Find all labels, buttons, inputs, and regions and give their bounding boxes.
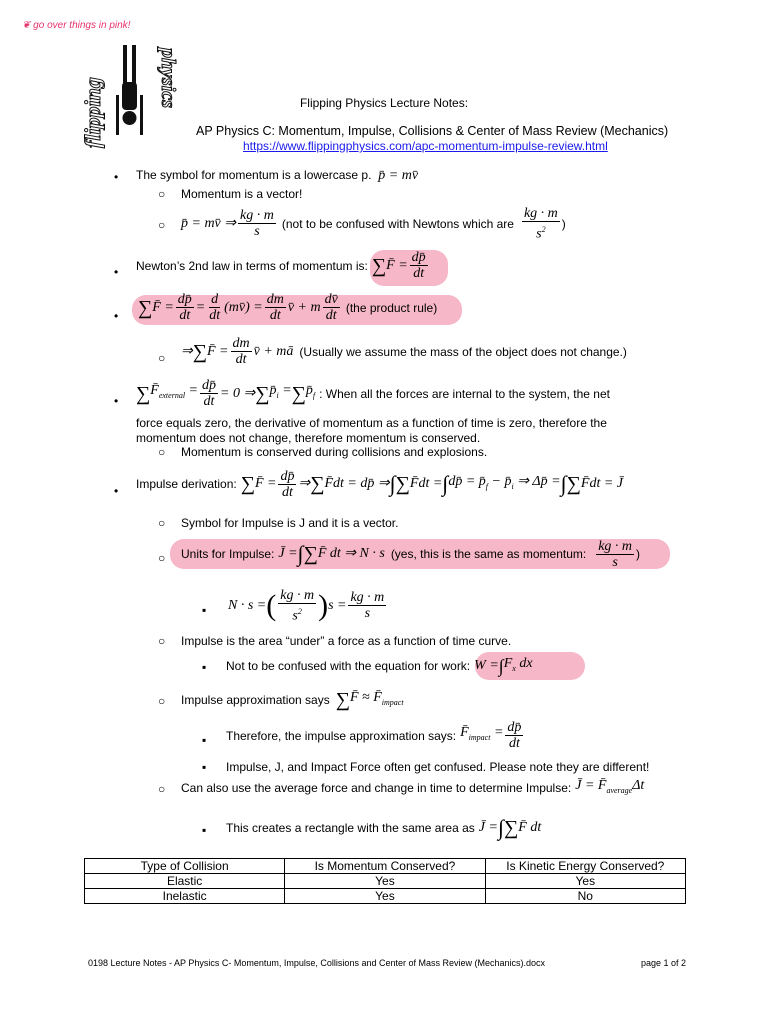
- momentum-vector-text: Momentum is a vector!: [181, 187, 303, 201]
- svg-text:flipping: flipping: [80, 77, 105, 148]
- product-rule-line: ∑ F̄ = $\frac{dp̄}{dt}$ = $\frac{d}{dt}$ (mv̄) = $\frac{dm}{dt}$ v̄ + m $\frac{dv̄}{dt}$ (the product rule): [138, 292, 438, 323]
- table-header: Type of Collision: [85, 859, 285, 874]
- heart-icon: ❦: [22, 20, 31, 31]
- square-bullet: ▪: [202, 733, 207, 747]
- external-force-line: ∑ $F̄_{external}$ = $\frac{dp̄}{dt}$ = 0 ⇒ ∑ $p̄_i$ = ∑ $p̄_f$ : When all the forces are internal to the system, the net: [136, 378, 610, 409]
- table-header: Is Kinetic Energy Conserved?: [485, 859, 685, 874]
- sub-bullet: ○: [158, 218, 166, 232]
- table-cell: Yes: [485, 874, 685, 889]
- page-title: AP Physics C: Momentum, Impulse, Collisions & Center of Mass Review (Mechanics): [196, 124, 669, 138]
- lecture-notes-title: Flipping Physics Lecture Notes:: [299, 96, 469, 110]
- square-bullet: ▪: [202, 660, 207, 674]
- table-cell: Elastic: [85, 874, 285, 889]
- work-equation-line: Not to be confused with the equation for work: W = ∫ $F_x$ dx: [226, 655, 533, 676]
- sub-bullet: ○: [158, 694, 166, 708]
- table-cell: Yes: [285, 889, 485, 904]
- approx-therefore-line: Therefore, the impulse approximation says: $F̄_{impact}$ = $\frac{dp̄}{dt}$: [226, 720, 522, 751]
- mass-constant-line: ⇒ ∑ F̄ = $\frac{dm}{dt}$ v̄ + mā (Usually we assume the mass of the object does not change.): [181, 336, 627, 367]
- handwritten-note: ❦ go over things in pink!: [22, 20, 131, 31]
- table-cell: No: [485, 889, 685, 904]
- confused-text: Impulse, J, and Impact Force often get confused. Please note they are different!: [226, 760, 650, 774]
- sub-bullet: ○: [158, 516, 166, 530]
- impulse-approx-line: Impulse approximation says ∑ F̄ ≈ $F̄_{impact}$: [181, 689, 404, 711]
- bullet: •: [114, 484, 119, 498]
- table-header: Is Momentum Conserved?: [285, 859, 485, 874]
- table-cell: Yes: [285, 874, 485, 889]
- average-force-line: Can also use the average force and change in time to determine Impulse: J̄ = $F̄_{average}\Delta t$: [181, 777, 645, 795]
- newton-second-units: N · s = ( $\frac{kg \cdot m}{s^2}$ ) s = $\frac{kg \cdot m}{s}$: [228, 588, 385, 624]
- square-bullet: ▪: [202, 760, 207, 774]
- table-cell: Inelastic: [85, 889, 285, 904]
- sub-bullet: ○: [158, 634, 166, 648]
- table-row: [85, 889, 686, 904]
- svg-text:physics: physics: [157, 48, 179, 108]
- square-bullet: ▪: [202, 823, 207, 837]
- momentum-units-line: p̄ = mv̄ ⇒ $\frac{kg \cdot m}{s}$ (not to be confused with Newtons which are $\frac{kg \cdot m}{s^2}$ ): [181, 206, 566, 242]
- sub-bullet: ○: [158, 551, 166, 565]
- internal-forces-text-2: momentum does not change, therefore momentum is conserved.: [136, 431, 481, 445]
- impulse-derivation-line: Impulse derivation: ∑ F̄ = $\frac{dp̄}{dt}$ ⇒ ∑ F̄dt = dp̄ ⇒ ∫ ∑ F̄dt = ∫ dp̄ = $p̄_f$ − $p̄_i$ ⇒ Δp̄ = ∫ ∑ F̄dt = J̄: [136, 468, 624, 500]
- sub-bullet: ○: [158, 351, 166, 365]
- bullet: •: [114, 265, 119, 279]
- bullet: •: [114, 309, 119, 323]
- conserved-collisions-text: Momentum is conserved during collisions and explosions.: [181, 445, 488, 459]
- bullet: •: [114, 170, 119, 184]
- bullet: •: [114, 394, 119, 408]
- rectangle-area-line: This creates a rectangle with the same area as J̄ = ∫ ∑ F̄ dt: [226, 815, 542, 840]
- momentum-symbol-line: The symbol for momentum is a lowercase p. p̄ = mv̄: [136, 168, 419, 183]
- sub-bullet: ○: [158, 187, 166, 201]
- impulse-area-text: Impulse is the area “under” a force as a function of time curve.: [181, 634, 512, 648]
- impulse-units-line: Units for Impulse: J̄ = ∫ ∑ F̄ dt ⇒ N · s (yes, this is the same as momentum: $\frac{kg \cdot m}{s}$ ): [181, 538, 641, 570]
- impulse-symbol-text: Symbol for Impulse is J and it is a vector.: [181, 516, 399, 530]
- internal-forces-text: force equals zero, the derivative of momentum as a function of time is zero, therefore the: [136, 416, 607, 430]
- newton-second-law-line: Newton’s 2nd law in terms of momentum is: ∑ F̄ = $\frac{dp̄}{dt}$: [136, 250, 426, 281]
- footer-filename: 0198 Lecture Notes - AP Physics C- Momentum, Impulse, Collisions and Center of Mass Review (Mechanics).docx: [88, 958, 546, 968]
- collision-table: [84, 858, 686, 904]
- table-header-row: [85, 859, 686, 874]
- review-link[interactable]: https://www.flippingphysics.com/apc-momentum-impulse-review.html: [243, 139, 608, 153]
- footer-page-number: page 1 of 2: [641, 958, 687, 968]
- momentum-equation: p̄ = mv̄: [374, 168, 419, 183]
- table-row: [85, 874, 686, 889]
- square-bullet: ▪: [202, 603, 207, 617]
- sub-bullet: ○: [158, 782, 166, 796]
- sub-bullet: ○: [158, 445, 166, 459]
